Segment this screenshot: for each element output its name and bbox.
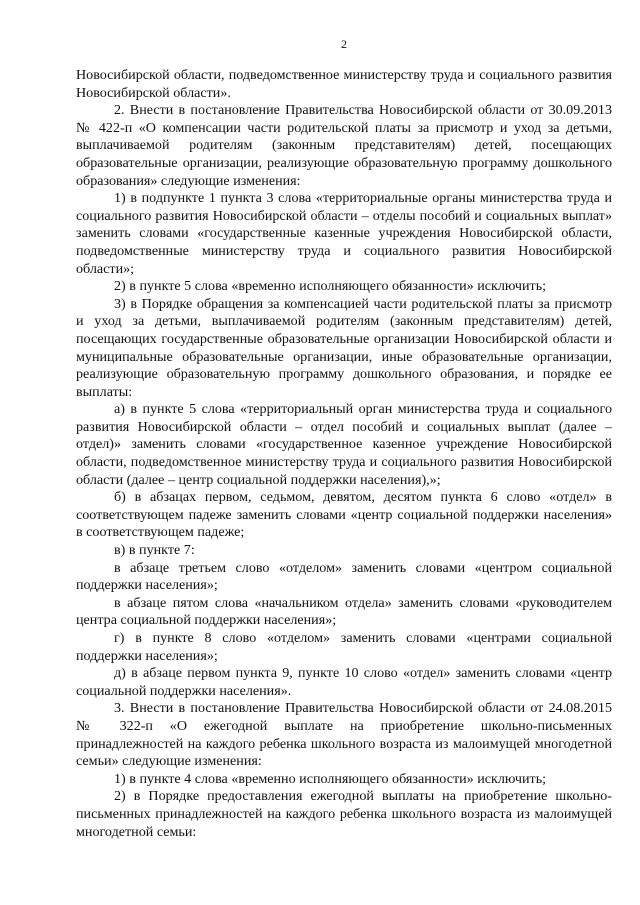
paragraph: в) в пункте 7:	[114, 542, 195, 559]
document-body	[76, 67, 612, 841]
paragraph: Новосибирской области, подведомственное министерству труда и социального развития Новосибирской области».	[76, 67, 612, 101]
paragraph: д) в абзаце первом пункта 9, пункте 10 слово «отдел» заменить словами «центр социальной поддержки населения».	[76, 665, 612, 699]
paragraph: 2. Внести в постановление Правительства Новосибирской области от 30.09.2013 № 422-п «О компенсации части родительской платы за присмотр и уход за детьми, выплачиваемой родителям (законным представителям) детей, посещающих образовательные организации, реализующие образовательную программу дошкольного образования» следующие изменения:	[76, 102, 612, 189]
paragraph: 1) в пункте 4 слова «временно исполняющего обязанности» исключить;	[114, 770, 547, 787]
paragraph: в абзаце пятом слова «начальником отдела» заменить словами «руководителем центра социальной поддержки населения»;	[76, 594, 612, 629]
paragraph: 1) в подпункте 1 пункта 3 слова «территориальные органы министерства труда и социального развития Новосибирской области – отделы пособий и социальных выплат» заменить словами «государственные казенные учреждения Новосибирской области, подведомственные министерству труда и социального развития Новосибирской области»;	[76, 190, 612, 277]
paragraph: г) в пункте 8 слово «отделом» заменить словами «центрами социальной поддержки населения»;	[76, 630, 612, 664]
paragraph: 2) в Порядке предоставления ежегодной выплаты на приобретение школьно-письменных принадлежностей на каждого ребенка школьного возраста из малоимущей многодетной семьи:	[76, 788, 612, 840]
paragraph: 2) в пункте 5 слова «временно исполняющего обязанности» исключить;	[114, 278, 547, 295]
page-number: 2	[341, 37, 347, 51]
paragraph: 3. Внести в постановление Правительства Новосибирской области от 24.08.2015 № 322-п «О ежегодной выплате на приобретение школьно-письменных принадлежностей на каждого ребенка школьного возраста из малоимущей многодетной семьи» следующие изменения:	[76, 700, 612, 770]
paragraph: в абзаце третьем слово «отделом» заменить словами «центром социальной поддержки населения»;	[76, 559, 612, 594]
paragraph: б) в абзацах первом, седьмом, девятом, десятом пункта 6 слово «отдел» в соответствующем падеже заменить словами «центр социальной поддержки населения» в соответствующем падеже;	[76, 489, 612, 541]
paragraph: 3) в Порядке обращения за компенсацией части родительской платы за присмотр и уход за детьми, выплачиваемой родителям (законным представителям) детей, посещающих государственные образовательные организации Новосибирской области и муниципальные образовательные организации, иные образовательные организации, реализующие образовательную программу дошкольного образования, и порядке ее выплаты:	[76, 295, 612, 400]
paragraph: а) в пункте 5 слова «территориальный орган министерства труда и социального развития Новосибирской области – отдел пособий и социальных выплат (далее – отдел)» заменить словами «государственное казенное учреждение Новосибирской области, подведомственное министерству труда и социального развития Новосибирской области (далее – центр социальной поддержки населения),»;	[76, 401, 612, 488]
